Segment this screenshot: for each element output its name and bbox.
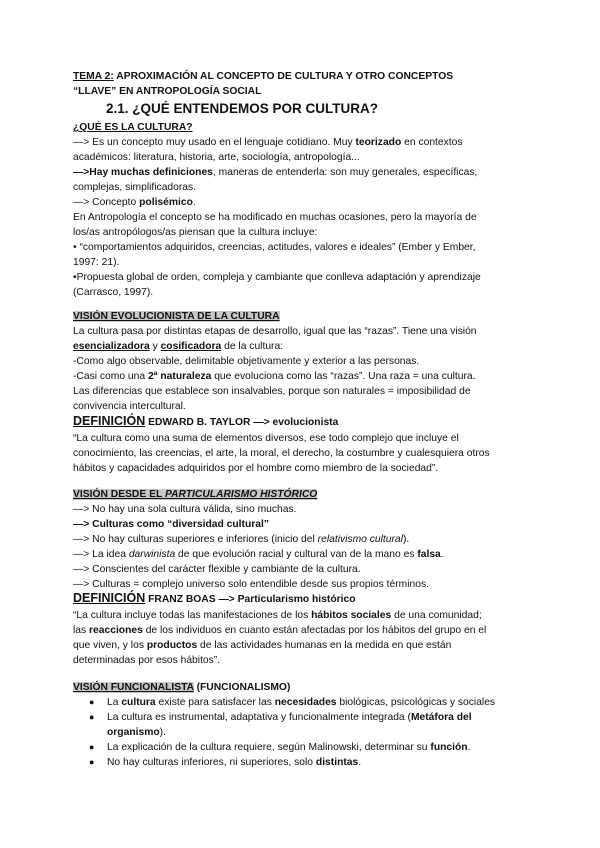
- definicion-author: FRANZ BOAS —> Particularismo histórico: [145, 594, 356, 605]
- bullet-icon: ●: [89, 757, 95, 767]
- quote-line: las reacciones de los individuos en cuanto están afectadas por los hábitos del grupo en el: [73, 625, 487, 636]
- paragraph: En Antropología el concepto se ha modificado en muchas ocasiones, pero la mayoría de: [73, 212, 477, 223]
- document-page: TEMA 2: APROXIMACIÓN AL CONCEPTO DE CULTURA Y OTRO CONCEPTOS “LLAVE” EN ANTROPOLOGÍA SOCIAL 2.1. ¿QUÉ ENTENDEMOS POR CULTURA? ¿QUÉ ES LA CULTURA? —> Es un concepto muy usado en el lenguaje cotidiano. Muy teorizado en contextos académicos: literatura, historia, arte, sociología, antropología... —>Hay muchas definiciones, maneras de entenderla: son muy generales, específicas, complejas, simplificadoras. —> Concepto polisémico. En Antropología el concepto se ha modificado en muchas ocasiones, pero la mayoría de los/as antropólogos/as piensan que la cultura incluye: • “comportamientos adquiridos, creencias, actitudes, valores e ideales” (Ember y Ember, 1997: 21). •Propuesta global de orden, compleja y cambiante que conlleva adaptación y aprendizaje (Carrasco, 1997). VISIÓN EVOLUCIONISTA DE LA CULTURA La cultura pasa por distintas etapas de desarrollo, igual que las “razas”. Tiene una visión esencializadora y cosificadora de la cultura: -Como algo observable, delimitable objetivamente y exterior a las personas. -Casi como una 2ª naturaleza que evoluciona como las “razas”. Una raza = una cultura. Las diferencias que establece son insalvables, porque son naturales = imposibilidad de convivencia intercultural. DEFINICIÓN EDWARD B. TAYLOR —> evolucionista “La cultura como una suma de elementos diversos, ese todo complejo que incluye el conocimiento, las creencias, el arte, la moral, el derecho, la costumbre y cualesquiera otros hábitos y capacidades adquiridos por el hombre como miembro de la sociedad”. VISIÓN DESDE EL PARTICULARISMO HISTÓRICO —> No hay una sola cultura válida, sino muchas. —> Culturas como “diversidad cultural” —> No hay culturas superiores e inferiores (inicio del relativismo cultural). —> La idea darwinista de que evolución racial y cultural van de la mano es falsa. —> Conscientes del carácter flexible y cambiante de la cultura. —> Culturas = complejo universo solo entendible desde sus propios términos. DEFINICIÓN FRANZ BOAS —> Particularismo histórico “La cultura incluye todas las manifestaciones de los hábitos sociales de una comunidad; las reacciones de los individuos en cuanto están afectadas por los hábitos del grupo en el que viven, y los productos de las actividades humanas en la medida en que están determinadas por esos hábitos”. VISIÓN FUNCIONALISTA (FUNCIONALISMO) ● La cultura existe para satisfacer las necesidades biológicas, psicológicas y sociales ● La cultura es instrumental, adaptativa y funcionalmente integrada (Metáfora del organismo). ● La explicación de la cultura requiere, según Malinowski, determinar su función. ● No hay culturas inferiores, ni superiores, solo distintas.: [0, 0, 600, 848]
- title-line-2: “LLAVE” EN ANTROPOLOGÍA SOCIAL: [73, 86, 262, 97]
- quote-line: conocimiento, las creencias, el arte, la moral, el derecho, la costumbre y cualesquiera otros: [73, 448, 490, 459]
- evolucionista-heading: VISIÓN EVOLUCIONISTA DE LA CULTURA: [73, 311, 280, 322]
- definicion-label: DEFINICIÓN: [73, 591, 146, 605]
- paragraph: Las diferencias que establece son insalvables, porque son naturales = imposibilidad de: [73, 386, 471, 397]
- paragraph: —> No hay culturas superiores e inferiores (inicio del relativismo cultural).: [73, 534, 410, 545]
- funcionalista-subheading: (FUNCIONALISMO): [193, 682, 291, 693]
- definicion-author: EDWARD B. TAYLOR —> evolucionista: [145, 417, 339, 428]
- paragraph: —> Culturas como “diversidad cultural”: [73, 519, 269, 530]
- section-title: 2.1. ¿QUÉ ENTENDEMOS POR CULTURA?: [106, 101, 379, 116]
- quote-line: determinadas por esos hábitos”.: [73, 655, 221, 666]
- bullet-icon: ●: [89, 742, 95, 752]
- paragraph: • “comportamientos adquiridos, creencias, actitudes, valores e ideales” (Ember y Ember,: [73, 242, 476, 253]
- paragraph: —> No hay una sola cultura válida, sino muchas.: [73, 504, 297, 515]
- particularismo-section: [73, 487, 533, 592]
- que-es-section: [73, 120, 533, 300]
- quote-line: “La cultura incluye todas las manifestaciones de los hábitos sociales de una comunidad;: [73, 610, 482, 621]
- paragraph: 1997: 21).: [73, 257, 120, 268]
- paragraph: académicos: literatura, historia, arte, sociología, antropología...: [73, 152, 360, 163]
- paragraph: —> Es un concepto muy usado en el lenguaje cotidiano. Muy teorizado en contextos: [73, 137, 463, 148]
- paragraph: convivencia intercultural.: [73, 401, 186, 412]
- paragraph: (Carrasco, 1997).: [73, 287, 154, 298]
- paragraph: —> La idea darwinista de que evolución racial y cultural van de la mano es falsa.: [73, 549, 444, 560]
- paragraph: los/as antropólogos/as piensan que la cultura incluye:: [73, 227, 318, 238]
- paragraph: •Propuesta global de orden, compleja y cambiante que conlleva adaptación y aprendizaje: [73, 272, 481, 283]
- paragraph: —> Culturas = complejo universo solo entendible desde sus propios términos.: [73, 579, 430, 590]
- paragraph: -Casi como una 2ª naturaleza que evoluciona como las “razas”. Una raza = una cultura.: [73, 371, 476, 382]
- taylor-definition: [73, 413, 533, 476]
- quote-line: “La cultura como una suma de elementos diversos, ese todo complejo que incluye el: [73, 433, 459, 444]
- paragraph: -Como algo observable, delimitable objetivamente y exterior a las personas.: [73, 356, 420, 367]
- paragraph: —> Conscientes del carácter flexible y cambiante de la cultura.: [73, 564, 361, 575]
- quote-line: hábitos y capacidades adquiridos por el hombre como miembro de la sociedad”.: [73, 463, 439, 474]
- boas-definition: [73, 590, 533, 668]
- bullet-icon: ●: [89, 712, 95, 722]
- title-line-1: APROXIMACIÓN AL CONCEPTO DE CULTURA Y OTRO CONCEPTOS: [113, 71, 454, 82]
- funcionalista-section: [73, 680, 533, 695]
- definicion-label: DEFINICIÓN: [73, 414, 146, 428]
- paragraph: complejas, simplificadoras.: [73, 182, 197, 193]
- quote-line: que viven, y los productos de las actividades humanas en la medida en que están: [73, 640, 452, 651]
- paragraph: esencializadora y cosificadora de la cultura:: [73, 341, 284, 352]
- que-es-heading: ¿QUÉ ES LA CULTURA?: [73, 122, 193, 133]
- evolucionista-section: [73, 309, 533, 414]
- paragraph: La cultura pasa por distintas etapas de desarrollo, igual que las “razas”. Tiene una visión: [73, 326, 477, 337]
- document-title: [73, 69, 533, 99]
- particularismo-heading: VISIÓN DESDE EL PARTICULARISMO HISTÓRICO: [73, 489, 318, 500]
- paragraph: —> Concepto polisémico.: [73, 197, 196, 208]
- funcionalista-heading: VISIÓN FUNCIONALISTA: [73, 682, 194, 693]
- tema-label: TEMA 2:: [73, 71, 114, 82]
- bullet-icon: ●: [89, 697, 95, 707]
- paragraph: —>Hay muchas definiciones, maneras de entenderla: son muy generales, específicas,: [73, 167, 478, 178]
